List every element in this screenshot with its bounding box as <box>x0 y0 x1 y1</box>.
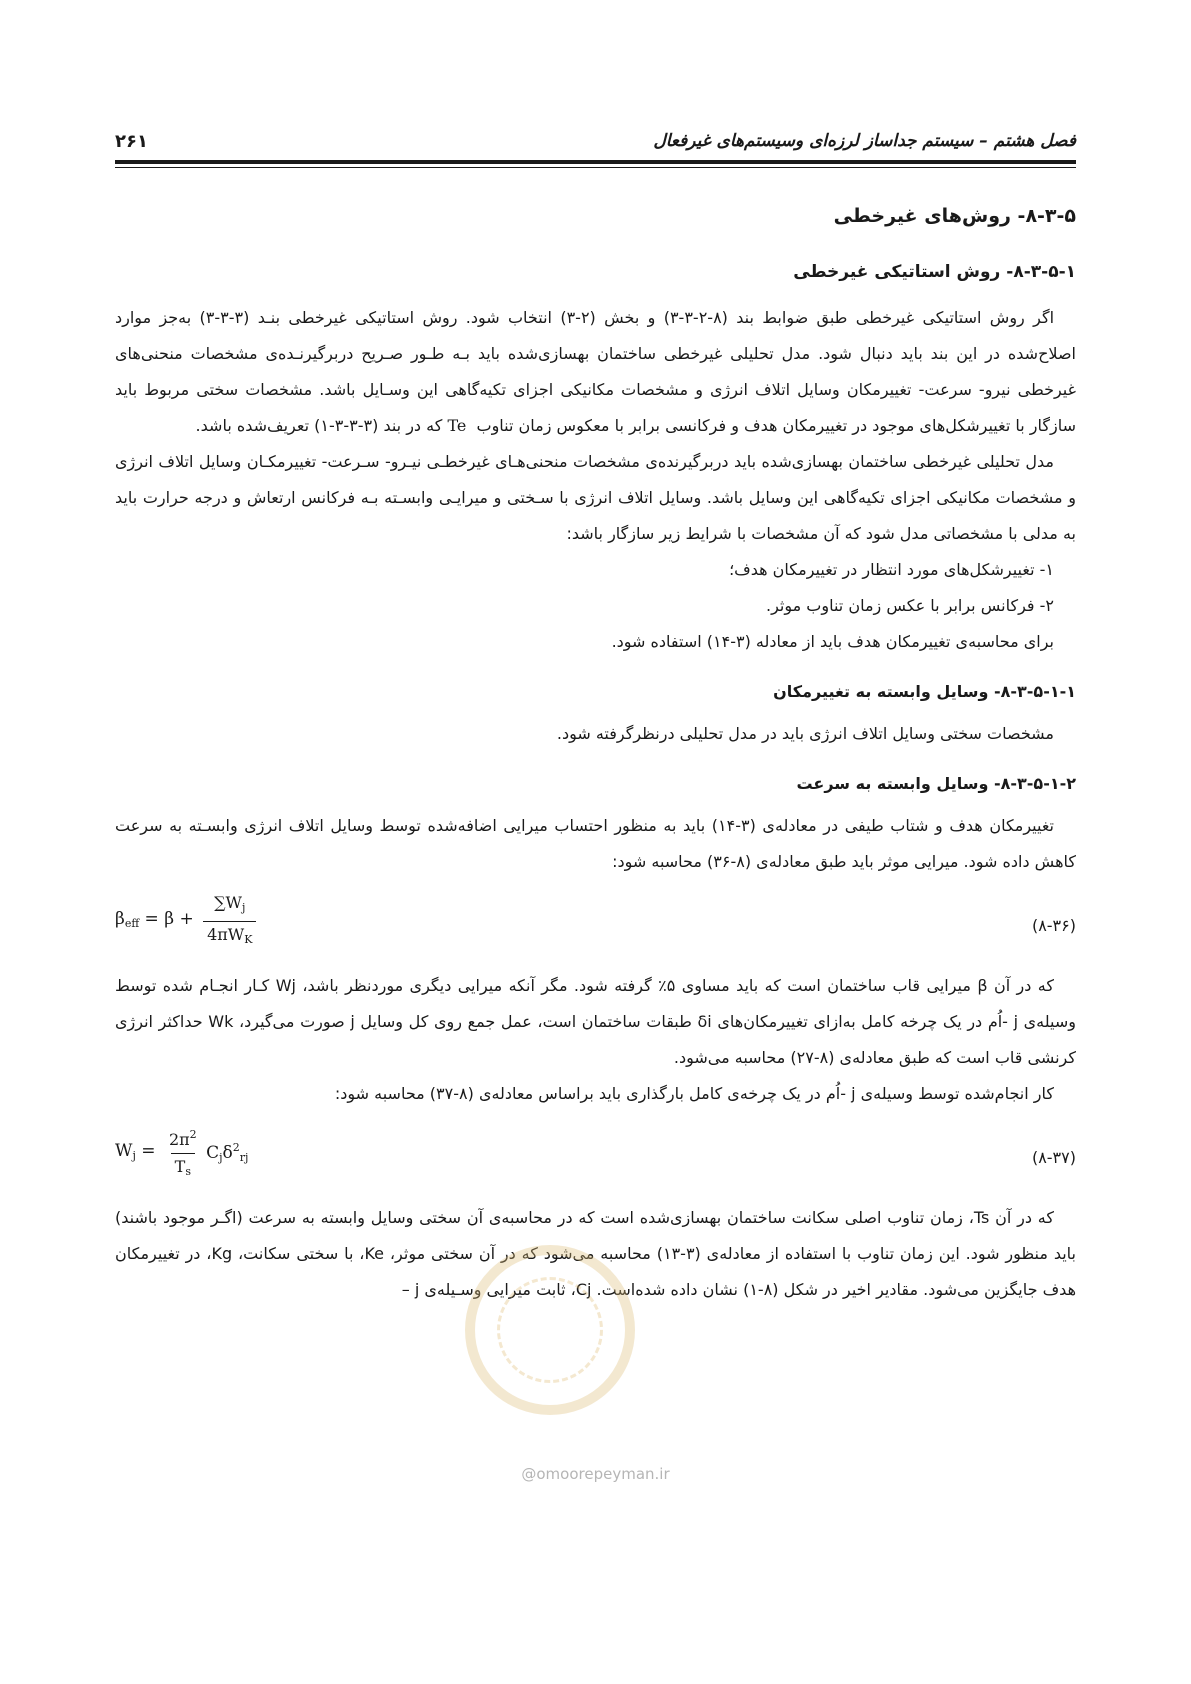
equation-37-formula: $W_j$ = $\frac{2\pi^2}{T_s}$ $C_j\delta^2_{rj}$ <box>115 1116 248 1190</box>
equation-36-formula: $\beta_{eff} = \beta$ + $\frac{\sum W_j}{4\pi W_K}$ <box>115 884 256 958</box>
paragraph-velocity-3: کار انجام‌شده توسط وسیله‌ی j -اُم در یک چرخه‌ی کامل بارگذاری باید براساس معادله‌ی (۸-۳۷) محاسبه شود: <box>334 1084 1054 1103</box>
list-item-1: ۱- تغییرشکل‌های مورد انتظار در تغییرمکان هدف؛ <box>729 560 1054 579</box>
page-number: ۲۶۱ <box>115 130 148 152</box>
paragraph-displacement-devices: مشخصات سختی وسایل اتلاف انرژی باید در مدل تحلیلی درنظرگرفته شود. <box>556 724 1054 743</box>
subsection-heading-velocity-devices: ۸-۳-۵-۱-۲- وسایل وابسته به سرعت <box>796 774 1076 793</box>
subsection-heading-nonlinear-static: ۸-۳-۵-۱- روش استاتیکی غیرخطی <box>793 262 1076 282</box>
equation-37-number: (۸-۳۷) <box>1031 1148 1076 1167</box>
chapter-title: فصل هشتم – سیستم جداساز لرزه‌ای وسیستم‌های غیرفعال <box>653 131 1076 151</box>
subsection-heading-displacement-devices: ۸-۳-۵-۱-۱- وسایل وابسته به تغییرمکان <box>773 682 1076 701</box>
list-item-2: ۲- فرکانس برابر با عکس زمان تناوب موثر. <box>766 596 1054 615</box>
equation-37 <box>115 1116 1076 1190</box>
paragraph-1-text: اگر روش استاتیکی غیرخطی طبق ضوابط بند (۸-۲-۳-۳) و بخش (۲-۳) انتخاب شود. روش استاتیکی غیرخطی بنـد (۳-۳-۳) به‌جز موارد اصلاح‌شده در این بند باید دنبال شود. مدل تحلیلی غیرخطی ساختمان بهسازی‌شده باید بـه طـور صـریح دربرگیرنـده‌ی مشخصات منحنی‌های غیرخطی نیرو- سرعت- تغییرمکان وسایل اتلاف انرژی و مشخصات مکانیکی اجزای تکیه‌گاهی این وسـایل باشد. مشخصات سختی مربوط باید سازگار با تغییرشکل‌های موجود در تغییرمکان هدف و فرکانسی برابر با معکوس زمان تناوب <box>115 308 1076 435</box>
section-heading: ۸-۳-۵- روش‌های غیرخطی <box>833 205 1076 227</box>
paragraph-velocity-1: تغییرمکان هدف و شتاب طیفی در معادله‌ی (۳-۱۴) باید به منظور احتساب میرایی اضافه‌شده توسط وسایل اتلاف انرژی وابسـته به سرعت کاهش داده شود. میرایی موثر باید طبق معادله‌ی (۸-۳۶) محاسبه شود: <box>115 816 1076 871</box>
te-symbol: Te <box>447 416 467 435</box>
body-content <box>115 190 1076 1308</box>
paragraph-1-end: که در بند (۳-۳-۳-۱) تعریف‌شده باشد. <box>195 416 443 435</box>
paragraph-1 <box>115 300 1076 444</box>
paragraph-velocity-2: که در آن β میرایی قاب ساختمان است که باید مساوی ۵٪ گرفته شود. مگر آنکه میرایی دیگری موردنظر باشد، Wj کـار انجـام شده توسط وسیله‌ی j -اُم در یک چرخه کامل به‌ازای تغییرمکان‌های δi طبقات ساختمان است، عمل جمع روی کل وسایل j صورت می‌گیرد، Wk حداکثر انرژی کرنشی قاب است که طبق معادله‌ی (۸-۲۷) محاسبه می‌شود. <box>115 976 1077 1067</box>
page-header <box>115 126 1076 156</box>
equation-36-number: (۸-۳۶) <box>1031 916 1076 935</box>
equation-36 <box>115 884 1076 958</box>
paragraph-2: مدل تحلیلی غیرخطی ساختمان بهسازی‌شده باید دربرگیرنده‌ی مشخصات منحنی‌هـای غیرخطـی نیـرو- سـرعت- تغییرمکـان وسایل اتلاف انرژی و مشخصات مکانیکی اجزای تکیه‌گاهی این وسایل باشد. وسایل اتلاف انرژی با سـختی و میرایـی وابسـته بـه فرکانس ارتعاش و درجه حرارت باید به مدلی با مشخصاتی مدل شود که آن مشخصات با شرایط زیر سازگار باشد: <box>115 452 1076 543</box>
header-rule-thick <box>115 160 1076 164</box>
paragraph-velocity-4: که در آن Ts، زمان تناوب اصلی سکانت ساختمان بهسازی‌شده است که در محاسبه‌ی آن سختی وسایل وابسته به سرعت (اگـر موجود باشند) باید منظور شود. این زمان تناوب با استفاده از معادله‌ی (۳-۱۳) محاسبه می‌شود که در آن سختی موثر، Ke، با سختی سکانت، Kg، در تغییرمکان هدف جایگزین می‌شود. مقادیر اخیر در شکل (۸-۱) نشان داده شده‌است. Cj، ثابت میرایی وسـیله‌ی j – <box>115 1208 1077 1299</box>
paragraph-3: برای محاسبه‌ی تغییرمکان هدف باید از معادله (۳-۱۴) استفاده شود. <box>611 632 1054 651</box>
watermark-url: @omoorepeyman.ir <box>521 1465 670 1483</box>
header-rule-thin <box>115 167 1076 168</box>
